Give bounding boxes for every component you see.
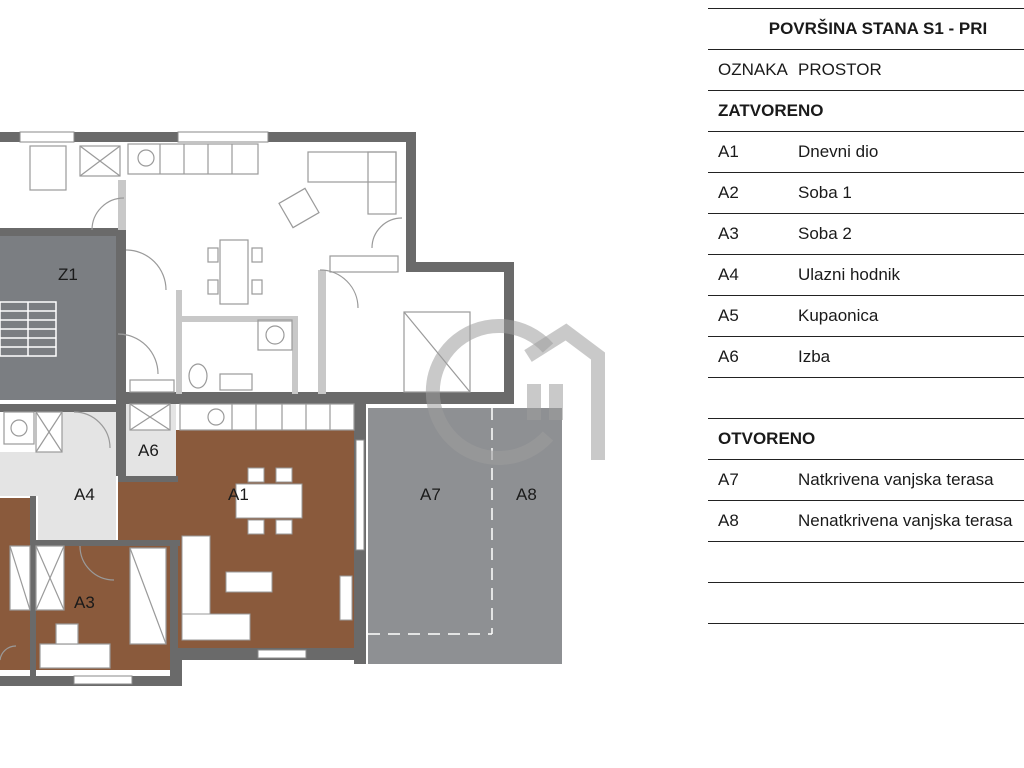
partitions: [118, 180, 326, 394]
legend-row: [708, 460, 1024, 501]
terrace-covered-floor: [368, 408, 492, 634]
room-label-a3: A3: [74, 593, 95, 612]
legend-code: A8: [718, 511, 739, 530]
legend-closed-heading: ZATVORENO: [708, 91, 1024, 132]
hallway-floor-left: [0, 452, 38, 496]
legend-name: Kupaonica: [798, 306, 879, 325]
legend-row: [708, 337, 1024, 378]
room-label-a8: A8: [516, 485, 537, 504]
legend-header-name: PROSTOR: [798, 60, 882, 79]
legend-name: Soba 1: [798, 183, 852, 202]
legend-name: Nenatkrivena vanjska terasa: [798, 511, 1013, 530]
terrace-covered-floor-lower: [368, 634, 492, 664]
legend-row: [708, 255, 1024, 296]
room-label-a6: A6: [138, 441, 159, 460]
legend-code: A1: [718, 142, 739, 161]
room-label-a7: A7: [420, 485, 441, 504]
legend-blank-row: [708, 542, 1024, 583]
room-label-z1: Z1: [58, 265, 78, 284]
legend-code: A2: [718, 183, 739, 202]
legend-name: Izba: [798, 347, 831, 366]
stair-area-floor: [0, 232, 118, 400]
legend-row: [708, 173, 1024, 214]
legend-name: Ulazni hodnik: [798, 265, 901, 284]
legend-code: A6: [718, 347, 739, 366]
legend-code: A4: [718, 265, 739, 284]
legend-code: A7: [718, 470, 739, 489]
legend-header-code: OZNAKA: [718, 60, 788, 79]
legend-row: [708, 132, 1024, 173]
room-label-a4: A4: [74, 485, 95, 504]
legend-blank-row: [708, 583, 1024, 624]
legend-title: [708, 8, 1024, 50]
legend-code: A3: [718, 224, 739, 243]
legend-row: [708, 501, 1024, 542]
legend-open-heading: OTVORENO: [708, 419, 1024, 460]
legend-name: Natkrivena vanjska terasa: [798, 470, 994, 489]
legend-row: [708, 296, 1024, 337]
room-label-a1: A1: [228, 485, 249, 504]
legend-code: A5: [718, 306, 739, 325]
legend-name: Soba 2: [798, 224, 852, 243]
legend-title-text: POVRŠINA STANA S1 - PRI: [768, 19, 988, 38]
legend-blank-row: [708, 378, 1024, 419]
legend-name: Dnevni dio: [798, 142, 879, 161]
kitchen-counter: [128, 144, 258, 174]
legend-header-row: [708, 50, 1024, 91]
area-legend-table: [708, 8, 1024, 624]
legend-row: [708, 214, 1024, 255]
kitchen-counter-lower: [180, 404, 354, 430]
